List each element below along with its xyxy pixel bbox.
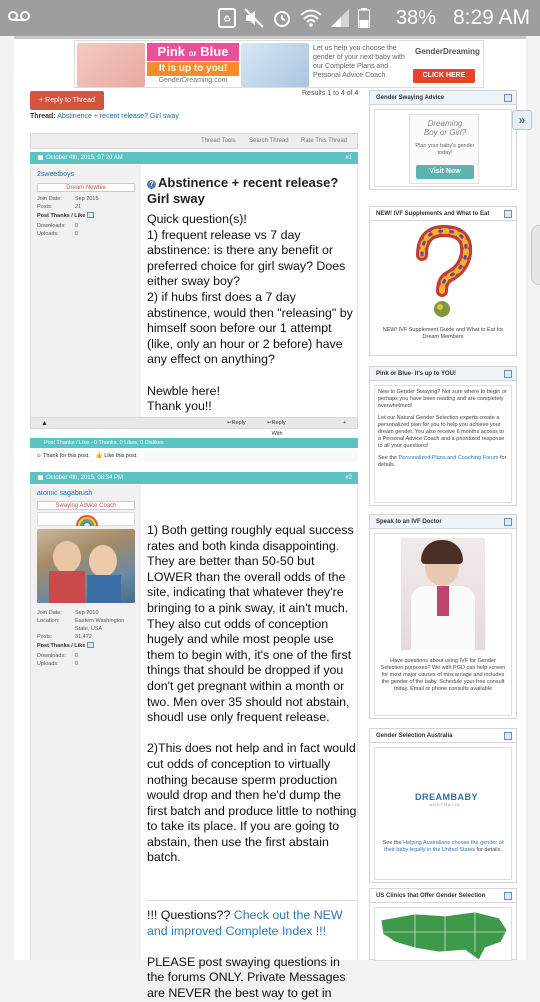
search-thread-menu[interactable]: Search Thread bbox=[249, 138, 289, 144]
web-page bbox=[14, 36, 526, 1000]
reply-with-quote-button[interactable]: ↩ Reply With bbox=[267, 420, 286, 437]
question-icon: ? bbox=[147, 180, 156, 189]
rank-rainbow-icon bbox=[37, 512, 135, 526]
post-number[interactable]: #1 bbox=[345, 155, 352, 161]
collapse-icon[interactable] bbox=[504, 518, 512, 526]
thread-tools-menu[interactable]: Thread Tools bbox=[201, 138, 236, 144]
genderdreaming-logo: GenderDreaming bbox=[415, 47, 480, 56]
sidebar-box-gender-selection-australia: Gender Selection Australia DREAMBABY AUSTRALIA See the Helping Australians choose the gender of their baby legally in the United States for details. bbox=[369, 728, 517, 883]
signature-divider bbox=[147, 900, 359, 901]
downloads-count: Downloads: 0 bbox=[37, 653, 79, 659]
banner-copy: Let us help you choose the gender of your next baby with our Complete Plans and Personal Advice Coach bbox=[313, 45, 405, 79]
post-count: Posts: 31,472 bbox=[37, 634, 92, 640]
join-date: Join Date: Sep 2015 bbox=[37, 196, 99, 202]
pink-or-blue-text: New to Gender Swaying? Not sure where to begin or perhaps you have been reading and are completely overwhelmed! Let our Natural Gender Selection experts create a personalized plan for you to help you achieve your dream gender. You also receive 6 months access to a Personal Advice Coach and a prioritized response to all your questions! See the Personalized Plans and Coaching Forum for details. bbox=[374, 385, 512, 503]
dreaming-ad-card: Dreaming Boy or Girl? Plan your baby's gender today! Visit Now bbox=[409, 114, 479, 184]
toggle-icon[interactable] bbox=[87, 212, 94, 218]
reply-to-thread-button[interactable]: + Reply to Thread bbox=[30, 91, 104, 110]
thanks-summary-bar: Post Thanks / Like - 0 Thanks, 0 Likes, 0 Dislikes bbox=[30, 438, 358, 448]
post-2-header bbox=[30, 472, 358, 484]
post-content: Quick question(s)! 1) frequent release vs 7 day abstinence: is there any benefit or preferred choice for girl sway? Does either sway boy? 2) if hubs first does a 7 day abstinence, would then "releasing" by himself soon before our 1 attempt (like, only an hour or 2 before) have any effect on anything? Newble here! Thank you!! bbox=[147, 212, 353, 414]
collapse-icon[interactable] bbox=[504, 370, 512, 378]
click-here-button[interactable]: CLICK HERE bbox=[413, 69, 475, 83]
signal-icon bbox=[330, 8, 350, 28]
post-2 bbox=[30, 485, 358, 1000]
post-count: Posts: 21 bbox=[37, 204, 82, 210]
username-link[interactable]: 2sweetboys bbox=[37, 171, 74, 178]
battery-percent: 38% bbox=[395, 7, 436, 29]
post-thanks-label: Post Thanks / Like bbox=[37, 212, 94, 219]
ivf-doctor-text: Have questions about using IVF for Gender Selection purposes? We with PGD can help screen for most major causes of miscarriage and includes the gender of the baby. Schedule your free consult today. Email or phone consults available bbox=[380, 658, 506, 692]
pills-question-mark-image[interactable] bbox=[404, 225, 484, 323]
uploads-count: Uploads: 0 bbox=[37, 231, 79, 237]
personalized-plans-link[interactable]: Personalized Plans and Coaching Forum bbox=[398, 455, 499, 461]
collapse-icon[interactable] bbox=[504, 732, 512, 740]
user-rank-badge: Swaying Advice Coach bbox=[37, 501, 135, 510]
status-bar bbox=[0, 0, 540, 36]
toggle-icon[interactable] bbox=[87, 642, 94, 648]
user-info-panel bbox=[31, 165, 141, 417]
doctor-image bbox=[401, 538, 485, 650]
thread-title-link[interactable]: Abstinence + recent release? Girl sway bbox=[57, 113, 179, 120]
ivf-doctor-ad[interactable] bbox=[374, 533, 512, 716]
user-rank-badge: Dream Newbie bbox=[37, 183, 135, 192]
baby-boy-image bbox=[241, 43, 309, 87]
collapse-icon[interactable] bbox=[504, 892, 512, 900]
join-date: Join Date: Sep 2010 bbox=[37, 610, 99, 616]
results-count: Results 1 to 4 of 4 bbox=[302, 90, 359, 97]
post-thanks-label: Post Thanks / Like bbox=[37, 642, 94, 649]
rate-thread-menu[interactable]: Rate This Thread bbox=[301, 138, 348, 144]
australia-link[interactable]: Helping Australians choose the gender of their baby legally in the United States bbox=[384, 840, 504, 853]
thread-tools-bar bbox=[30, 133, 358, 149]
username-link[interactable]: atomic sagabrush bbox=[37, 490, 93, 497]
post-content: 1) Both getting roughly equal success rates and both kinda disappointing. They are better than 50-50 but LOWER than the overall odds of the site, indicating that whatever they're bringing to a pink sway, it ain't much. They also cut odds of conception hugely and while most people use them to begin with, it's one of the first things that should be dropped if you don't get pregnant within a month or two. Men over 35 should not abstain, shoudl use only frequent release. 2)This does not help and in fact would cut odds of conception to virtually nothing because sperm production would drop and then he'd dump the first batch and produce little to nothing to take its place. If you are going to abstain, then use the first abstain batch. bbox=[147, 523, 357, 865]
clock: 8:29 AM bbox=[452, 6, 530, 29]
visit-now-button[interactable]: Visit Now bbox=[416, 165, 474, 179]
post-1 bbox=[30, 165, 358, 417]
dreambaby-logo: DREAMBABY AUSTRALIA bbox=[415, 792, 478, 807]
breadcrumb: Thread: Abstinence + recent release? Girl sway bbox=[30, 113, 179, 120]
complete-index-link[interactable]: Check out the NEW and improved Complete Index !!! bbox=[147, 908, 343, 938]
report-icon[interactable]: ▲ bbox=[41, 420, 48, 427]
recycle-icon bbox=[218, 8, 236, 28]
dreaming-ad[interactable] bbox=[374, 109, 512, 187]
page-top-border bbox=[14, 36, 526, 39]
baby-girl-image bbox=[77, 43, 145, 87]
uploads-count: Uploads: 0 bbox=[37, 661, 79, 667]
signature: !!! Questions?? Check out the NEW and improved Complete Index !!! PLEASE post swaying questions in the forums ONLY. Private Messages are NEVER the best way to get in bbox=[147, 908, 346, 1000]
ivf-supplement-text: NEW! IVF Supplement Guide and What to Eat for Dream Members bbox=[382, 327, 504, 340]
pink-or-blue-logo: Pink or Blue It is up to you! GenderDreaming.com bbox=[147, 43, 239, 87]
downloads-count: Downloads: 0 bbox=[37, 223, 79, 229]
post-title: ? Abstinence + recent release? Girl sway bbox=[147, 175, 339, 206]
dreambaby-ad[interactable]: DREAMBABY AUSTRALIA See the Helping Australians choose the gender of their baby legally in the United States for details. bbox=[374, 747, 512, 880]
banner-ad[interactable] bbox=[74, 40, 484, 88]
post-1-header bbox=[30, 152, 358, 164]
reply-button[interactable]: ↩ Reply bbox=[227, 420, 246, 426]
battery-icon bbox=[358, 8, 370, 28]
chevron-right-icon[interactable]: » bbox=[512, 110, 532, 130]
thanks-row bbox=[30, 450, 358, 462]
post-date: October 4th, 2015, 08:34 PM bbox=[38, 472, 123, 484]
edge-panel-handle[interactable] bbox=[531, 225, 540, 285]
sidebar-box-gender-swaying-advice: Gender Swaying Advice Dreaming Boy or Girl? Plan your baby's gender today! Visit Now bbox=[369, 90, 517, 190]
post-1-action-bar bbox=[30, 417, 358, 437]
location: Location: Eastern Washington State, USA bbox=[37, 618, 125, 632]
svg-text:♻: ♻ bbox=[222, 14, 232, 24]
wifi-icon bbox=[300, 9, 322, 27]
sidebar-box-pink-or-blue: Pink or Blue- It's up to YOU! New to Gender Swaying? Not sure where to begin or perhaps you have been reading and are completely overwhelmed! Let our Natural Gender Selection experts create a personalized plan for you to help you achieve your dream gender. You also receive 6 months access to a Personal Advice Coach and a prioritized response to all your questions! See the Personalized Plans and Coaching Forum for details. bbox=[369, 366, 517, 506]
like-post-button[interactable]: 👍 Like this post bbox=[95, 453, 137, 459]
sidebar-box-ivf-supplements: NEW! IVF Supplements and What to Eat NEW! IVF Supplement Guide and What to Eat for Dream Members bbox=[369, 206, 517, 356]
mute-icon bbox=[244, 8, 264, 28]
collapse-icon[interactable] bbox=[504, 94, 512, 102]
multi-quote-icon[interactable]: + bbox=[343, 420, 347, 426]
user-info-panel bbox=[31, 485, 141, 960]
post-number[interactable]: #2 bbox=[345, 475, 352, 481]
collapse-icon[interactable] bbox=[504, 210, 512, 218]
alarm-icon bbox=[272, 8, 292, 28]
user-avatar[interactable] bbox=[37, 529, 135, 603]
us-map-image[interactable] bbox=[374, 907, 512, 961]
post-date: October 4th, 2015, 07:20 AM bbox=[38, 152, 123, 164]
sidebar-box-us-clinics: US Clinics that Offer Gender Selection bbox=[369, 888, 517, 960]
sidebar-box-ivf-doctor: Speak to an IVF Doctor Have questions about using IVF for Gender Selection purposes? We with PGD can help screen for most major causes of miscarriage and includes the gender of the baby. Schedule your free consult today. Email or phone consults available bbox=[369, 514, 517, 719]
thank-post-button[interactable]: ☺ Thank for this post bbox=[36, 453, 89, 459]
voicemail-icon bbox=[8, 10, 30, 22]
